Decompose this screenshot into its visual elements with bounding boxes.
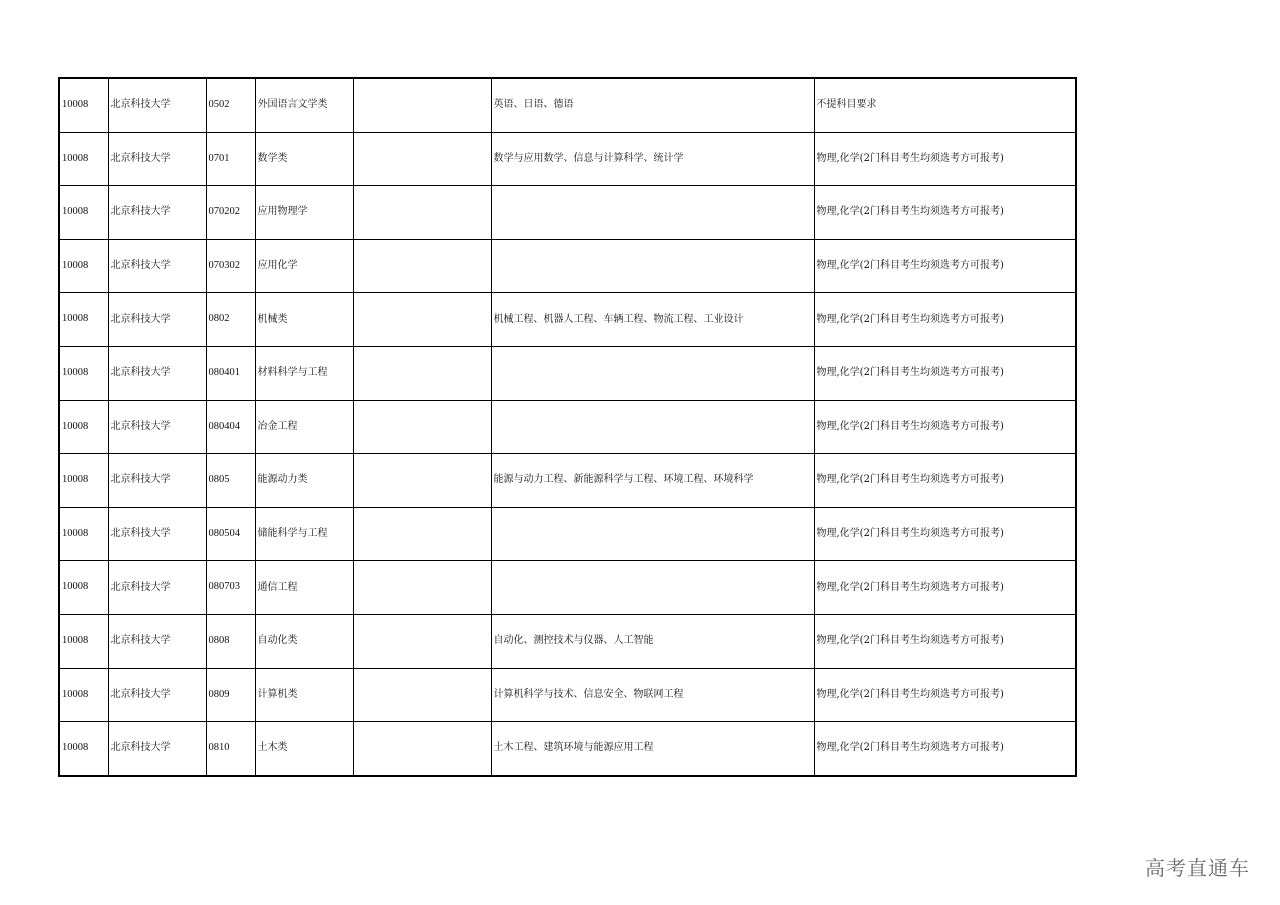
subject-requirement-cell: 物理,化学(2门科目考生均须选考方可报考) <box>814 507 1076 561</box>
table-row <box>59 346 1076 400</box>
table-row <box>59 507 1076 561</box>
included-majors-cell: 机械工程、机器人工程、车辆工程、物流工程、工业设计 <box>491 293 814 347</box>
note-cell <box>353 454 491 508</box>
school-name-cell: 北京科技大学 <box>108 239 206 293</box>
major-code-cell: 0808 <box>206 614 255 668</box>
subject-requirement-cell: 不提科目要求 <box>814 78 1076 132</box>
school-name-cell: 北京科技大学 <box>108 561 206 615</box>
major-code-cell: 0701 <box>206 132 255 186</box>
table-row <box>59 614 1076 668</box>
note-cell <box>353 78 491 132</box>
included-majors-cell: 数学与应用数学、信息与计算科学、统计学 <box>491 132 814 186</box>
school-code-cell: 10008 <box>59 78 108 132</box>
note-cell <box>353 239 491 293</box>
table-row <box>59 668 1076 722</box>
subject-requirement-cell: 物理,化学(2门科目考生均须选考方可报考) <box>814 186 1076 240</box>
major-name-cell: 应用物理学 <box>255 186 353 240</box>
included-majors-cell <box>491 561 814 615</box>
major-name-cell: 通信工程 <box>255 561 353 615</box>
major-code-cell: 070302 <box>206 239 255 293</box>
note-cell <box>353 186 491 240</box>
table-row <box>59 400 1076 454</box>
table-row <box>59 186 1076 240</box>
included-majors-cell: 计算机科学与技术、信息安全、物联网工程 <box>491 668 814 722</box>
school-code-cell: 10008 <box>59 507 108 561</box>
subject-requirement-cell: 物理,化学(2门科目考生均须选考方可报考) <box>814 239 1076 293</box>
school-name-cell: 北京科技大学 <box>108 346 206 400</box>
major-name-cell: 自动化类 <box>255 614 353 668</box>
included-majors-cell: 英语、日语、德语 <box>491 78 814 132</box>
note-cell <box>353 561 491 615</box>
major-code-cell: 080504 <box>206 507 255 561</box>
table-row <box>59 454 1076 508</box>
school-code-cell: 10008 <box>59 722 108 776</box>
table-row <box>59 293 1076 347</box>
included-majors-cell: 能源与动力工程、新能源科学与工程、环境工程、环境科学 <box>491 454 814 508</box>
subject-requirement-cell: 物理,化学(2门科目考生均须选考方可报考) <box>814 668 1076 722</box>
included-majors-cell: 自动化、测控技术与仪器、人工智能 <box>491 614 814 668</box>
major-code-cell: 0502 <box>206 78 255 132</box>
note-cell <box>353 507 491 561</box>
school-name-cell: 北京科技大学 <box>108 454 206 508</box>
school-code-cell: 10008 <box>59 132 108 186</box>
subject-requirement-cell: 物理,化学(2门科目考生均须选考方可报考) <box>814 346 1076 400</box>
major-code-cell: 0810 <box>206 722 255 776</box>
subject-requirement-cell: 物理,化学(2门科目考生均须选考方可报考) <box>814 400 1076 454</box>
subject-requirement-cell: 物理,化学(2门科目考生均须选考方可报考) <box>814 614 1076 668</box>
table-body <box>59 78 1076 776</box>
table-row <box>59 78 1076 132</box>
school-name-cell: 北京科技大学 <box>108 668 206 722</box>
major-name-cell: 土木类 <box>255 722 353 776</box>
major-code-cell: 070202 <box>206 186 255 240</box>
subject-requirement-cell: 物理,化学(2门科目考生均须选考方可报考) <box>814 561 1076 615</box>
school-code-cell: 10008 <box>59 346 108 400</box>
school-name-cell: 北京科技大学 <box>108 400 206 454</box>
subject-requirement-cell: 物理,化学(2门科目考生均须选考方可报考) <box>814 722 1076 776</box>
school-code-cell: 10008 <box>59 400 108 454</box>
included-majors-cell <box>491 507 814 561</box>
included-majors-cell: 土木工程、建筑环境与能源应用工程 <box>491 722 814 776</box>
subject-requirement-cell: 物理,化学(2门科目考生均须选考方可报考) <box>814 132 1076 186</box>
major-name-cell: 机械类 <box>255 293 353 347</box>
included-majors-cell <box>491 346 814 400</box>
major-name-cell: 外国语言文学类 <box>255 78 353 132</box>
major-name-cell: 能源动力类 <box>255 454 353 508</box>
school-code-cell: 10008 <box>59 454 108 508</box>
school-name-cell: 北京科技大学 <box>108 722 206 776</box>
school-name-cell: 北京科技大学 <box>108 186 206 240</box>
school-code-cell: 10008 <box>59 239 108 293</box>
watermark-text: 高考直通车 <box>1145 856 1250 880</box>
table-row <box>59 132 1076 186</box>
major-name-cell: 计算机类 <box>255 668 353 722</box>
included-majors-cell <box>491 239 814 293</box>
note-cell <box>353 722 491 776</box>
major-code-cell: 080404 <box>206 400 255 454</box>
school-code-cell: 10008 <box>59 293 108 347</box>
major-code-cell: 080401 <box>206 346 255 400</box>
school-name-cell: 北京科技大学 <box>108 614 206 668</box>
note-cell <box>353 132 491 186</box>
school-code-cell: 10008 <box>59 668 108 722</box>
note-cell <box>353 293 491 347</box>
major-code-cell: 0809 <box>206 668 255 722</box>
major-code-cell: 0802 <box>206 293 255 347</box>
table-row <box>59 722 1076 776</box>
subject-requirement-cell: 物理,化学(2门科目考生均须选考方可报考) <box>814 454 1076 508</box>
subject-requirement-cell: 物理,化学(2门科目考生均须选考方可报考) <box>814 293 1076 347</box>
major-name-cell: 数学类 <box>255 132 353 186</box>
school-code-cell: 10008 <box>59 186 108 240</box>
school-name-cell: 北京科技大学 <box>108 507 206 561</box>
major-name-cell: 材料科学与工程 <box>255 346 353 400</box>
included-majors-cell <box>491 400 814 454</box>
school-name-cell: 北京科技大学 <box>108 132 206 186</box>
note-cell <box>353 614 491 668</box>
school-name-cell: 北京科技大学 <box>108 293 206 347</box>
major-name-cell: 储能科学与工程 <box>255 507 353 561</box>
note-cell <box>353 668 491 722</box>
included-majors-cell <box>491 186 814 240</box>
subject-requirements-table <box>58 77 1077 777</box>
major-code-cell: 0805 <box>206 454 255 508</box>
note-cell <box>353 400 491 454</box>
major-name-cell: 冶金工程 <box>255 400 353 454</box>
school-code-cell: 10008 <box>59 561 108 615</box>
table-row <box>59 239 1076 293</box>
school-code-cell: 10008 <box>59 614 108 668</box>
major-name-cell: 应用化学 <box>255 239 353 293</box>
note-cell <box>353 346 491 400</box>
major-code-cell: 080703 <box>206 561 255 615</box>
school-name-cell: 北京科技大学 <box>108 78 206 132</box>
table-row <box>59 561 1076 615</box>
